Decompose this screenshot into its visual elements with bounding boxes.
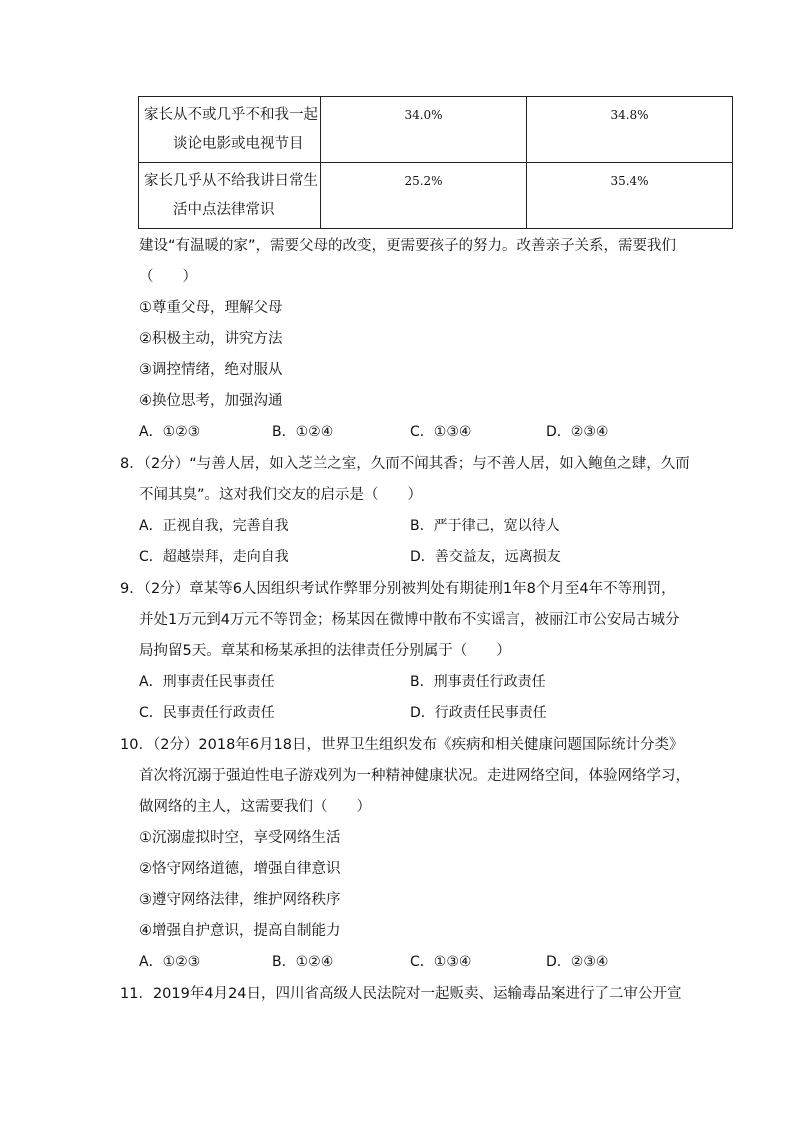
q10-item-4: ④增强自护意识，提高自制能力 [139, 923, 341, 939]
q10-stem-line2: 首次将沉溺于强迫性电子游戏列为一种精神健康状况。走进网络空间，体验网络学习， [139, 768, 690, 784]
table-row [139, 163, 733, 229]
q7-stem-line2: （ ） [139, 269, 197, 285]
table-cell-value: 25.2% [321, 163, 527, 229]
q9-option-a[interactable]: A．刑事责任民事责任 [139, 674, 275, 690]
q8-option-c[interactable]: C．超越崇拜，走向自我 [139, 549, 289, 565]
q10-option-b[interactable]: B．①②④ [272, 954, 334, 970]
q7-item-2: ②积极主动，讲究方法 [139, 331, 283, 347]
table-cell-label [139, 97, 321, 163]
q8-stem-line1: 8．（2分）“与善人居，如入芝兰之室，久而不闻其香；与不善人居，如入鲍鱼之肆，久而 [120, 456, 690, 472]
q10-item-1: ①沉溺虚拟时空，享受网络生活 [139, 830, 341, 846]
q7-option-c[interactable]: C．①③④ [410, 424, 472, 440]
q7-item-1: ①尊重父母，理解父母 [139, 300, 283, 316]
q9-stem-line2: 并处1万元到4万元不等罚金；杨某因在微博中散布不实谣言，被丽江市公安局古城分 [139, 612, 680, 628]
q10-stem-line1: 10．（2分）2018年6月18日，世界卫生组织发布《疾病和相关健康问题国际统计分类》 [120, 737, 684, 753]
q7-option-a[interactable]: A．①②③ [139, 424, 201, 440]
q7-item-3: ③调控情绪，绝对服从 [139, 362, 283, 378]
q10-option-d[interactable]: D．②③④ [546, 954, 609, 970]
q7-stem-line1: 建设“有温暖的家”，需要父母的改变，更需要孩子的努力。改善亲子关系，需要我们 [139, 238, 677, 254]
q11-stem-line1: 11．2019年4月24日，四川省高级人民法院对一起贩卖、运输毒品案进行了二审公开宣 [120, 986, 682, 1002]
q8-option-a[interactable]: A．正视自我，完善自我 [139, 518, 289, 534]
label-line: 家长从不或几乎不和我一起 [144, 106, 318, 123]
q8-option-b[interactable]: B．严于律己，宽以待人 [410, 518, 560, 534]
q10-option-a[interactable]: A．①②③ [139, 954, 201, 970]
q8-stem-line2: 不闻其臭”。这对我们交友的启示是（ ） [139, 487, 423, 503]
q9-option-d[interactable]: D．行政责任民事责任 [410, 705, 547, 721]
q9-stem-line3: 局拘留5天。章某和杨某承担的法律责任分别属于（ ） [139, 643, 511, 659]
label-line: 家长几乎从不给我讲日常生 [144, 172, 318, 189]
q10-item-3: ③遵守网络法律，维护网络秩序 [139, 892, 341, 908]
table-cell-value: 35.4% [527, 163, 733, 229]
table-cell-value: 34.0% [321, 97, 527, 163]
q10-option-c[interactable]: C．①③④ [410, 954, 472, 970]
q7-item-4: ④换位思考，加强沟通 [139, 393, 283, 409]
label-line: 活中点法律常识 [173, 201, 275, 218]
q10-item-2: ②恪守网络道德，增强自律意识 [139, 861, 341, 877]
q10-stem-line3: 做网络的主人，这需要我们（ ） [139, 799, 371, 815]
q9-option-b[interactable]: B．刑事责任行政责任 [410, 674, 546, 690]
q9-option-c[interactable]: C．民事责任行政责任 [139, 705, 275, 721]
table-cell-value: 34.8% [527, 97, 733, 163]
q9-stem-line1: 9．（2分）章某等6人因组织考试作弊罪分别被判处有期徒刑1年8个月至4年不等刑罚， [120, 581, 676, 597]
label-line: 谈论电影或电视节目 [173, 135, 304, 152]
q8-option-d[interactable]: D．善交益友，远离损友 [410, 549, 561, 565]
q7-option-b[interactable]: B．①②④ [272, 424, 334, 440]
table-cell-label [139, 163, 321, 229]
q7-option-d[interactable]: D．②③④ [546, 424, 609, 440]
table-row [139, 97, 733, 163]
survey-table [138, 96, 733, 229]
